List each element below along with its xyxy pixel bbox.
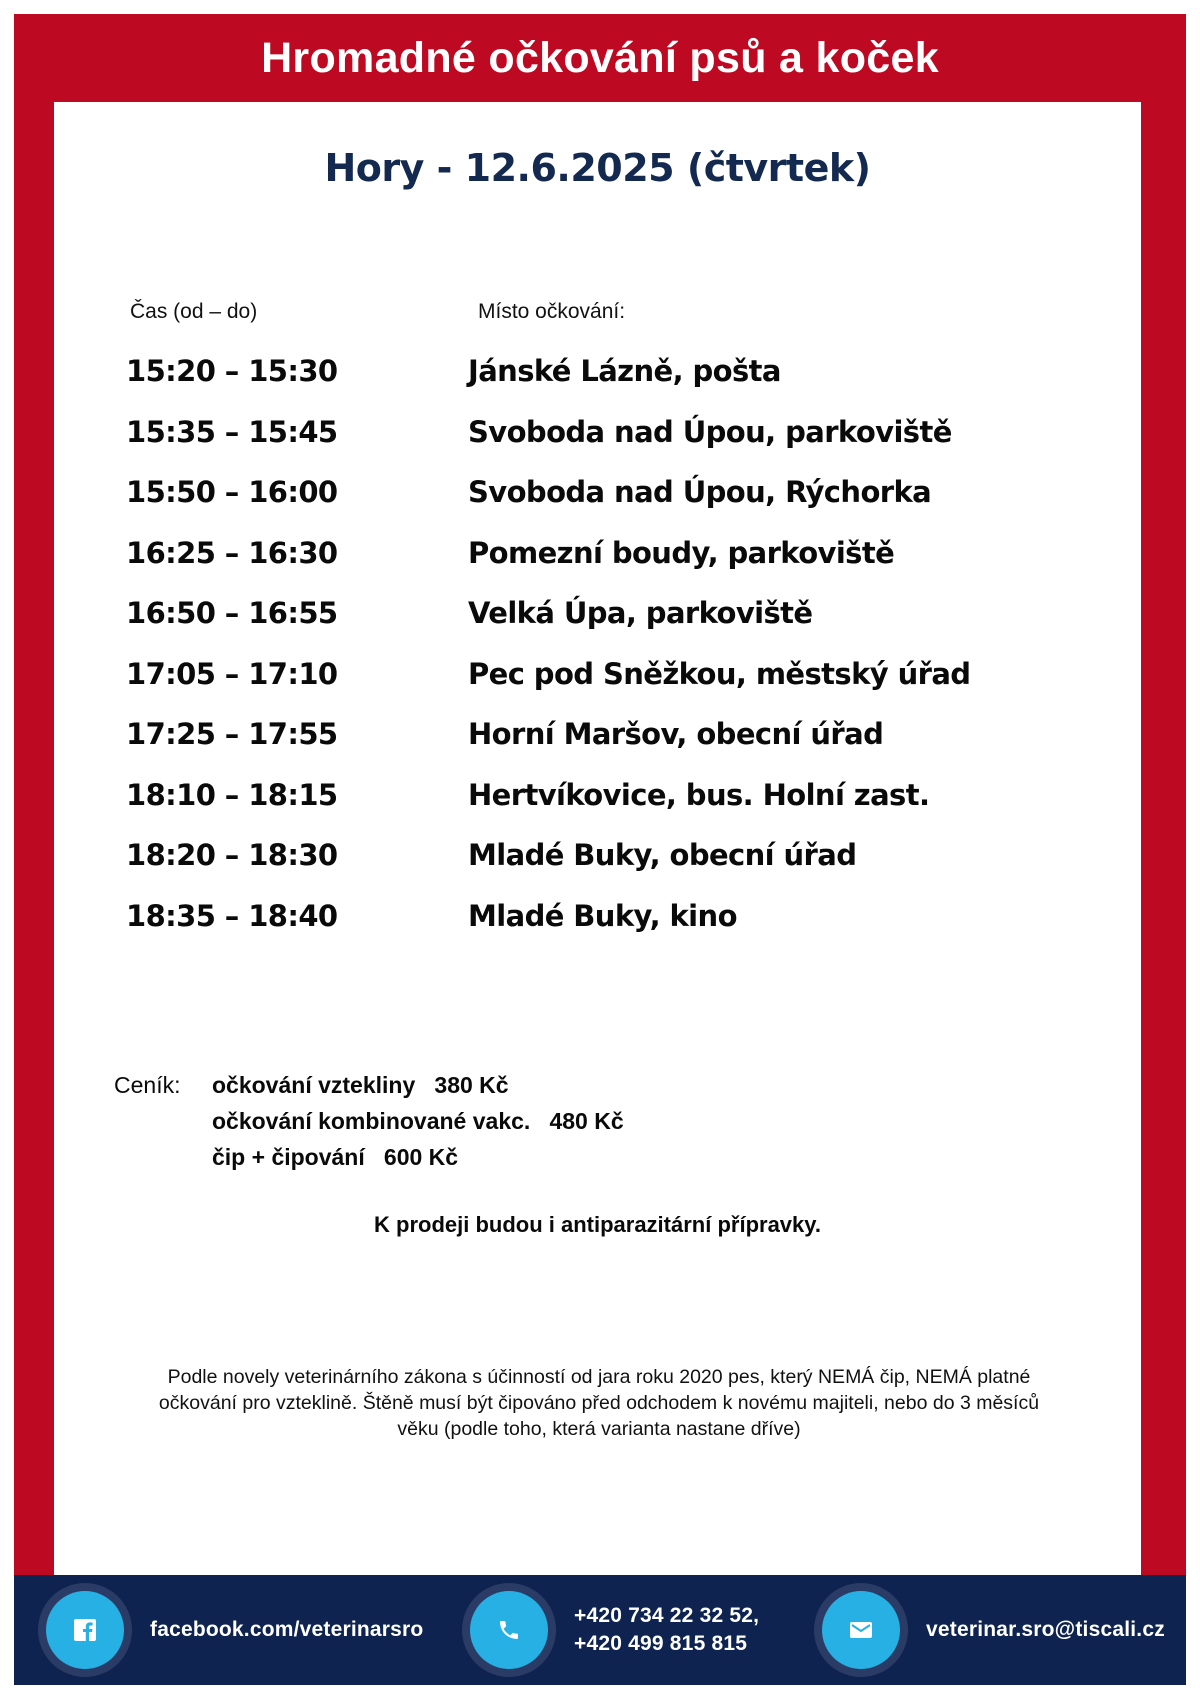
schedule-row xyxy=(54,772,1141,833)
schedule-time: 15:20 – 15:30 xyxy=(126,354,338,388)
schedule-time: 15:50 – 16:00 xyxy=(126,475,338,509)
law-note-line: Podle novely veterinárního zákona s účinností od jara roku 2020 pes, který NEMÁ čip, NEMÁ platné xyxy=(167,1366,1031,1388)
antiparasitic-note: K prodeji budou i antiparazitární přípravky. xyxy=(374,1212,821,1237)
contact-footer xyxy=(14,1575,1186,1685)
schedule-row xyxy=(54,893,1141,954)
schedule-place: Mladé Buky, obecní úřad xyxy=(468,838,857,872)
schedule-row xyxy=(54,832,1141,893)
schedule-place: Hertvíkovice, bus. Holní zast. xyxy=(468,777,930,812)
schedule-place: Pec pod Sněžkou, městský úřad xyxy=(468,656,971,691)
facebook-link[interactable]: facebook.com/veterinarsro xyxy=(150,1618,424,1641)
poster-frame xyxy=(14,14,1186,1576)
mail-icon-ring xyxy=(814,1583,908,1677)
schedule-row xyxy=(54,348,1141,409)
schedule-time: 18:10 – 18:15 xyxy=(126,777,338,812)
schedule-place: Svoboda nad Úpou, Rýchorka xyxy=(468,475,932,509)
schedule-time: 17:25 – 17:55 xyxy=(126,717,338,751)
schedule-place: Jánské Lázně, pošta xyxy=(468,354,781,388)
schedule-time: 18:20 – 18:30 xyxy=(126,838,338,872)
schedule-row xyxy=(54,651,1141,712)
schedule-place: Horní Maršov, obecní úřad xyxy=(468,717,884,751)
facebook-icon-ring xyxy=(38,1583,132,1677)
content-panel xyxy=(54,102,1141,1576)
schedule-time: 18:35 – 18:40 xyxy=(126,898,338,933)
place-column-header: Místo očkování: xyxy=(478,300,626,323)
schedule-row xyxy=(54,409,1141,470)
phone-contact[interactable] xyxy=(462,1575,759,1685)
phone-number-2[interactable]: +420 499 815 815 xyxy=(574,1632,748,1655)
facebook-contact[interactable] xyxy=(38,1575,423,1685)
mail-icon xyxy=(822,1591,900,1669)
schedule-time: 17:05 – 17:10 xyxy=(126,656,338,691)
schedule-row xyxy=(54,711,1141,772)
phone-icon-ring xyxy=(462,1583,556,1677)
schedule-time: 15:35 – 15:45 xyxy=(126,414,338,449)
phone-icon xyxy=(470,1591,548,1669)
schedule-row xyxy=(54,590,1141,651)
email-link[interactable]: veterinar.sro@tiscali.cz xyxy=(926,1618,1165,1641)
schedule-place: Velká Úpa, parkoviště xyxy=(468,596,813,630)
schedule-place: Mladé Buky, kino xyxy=(468,898,737,933)
phone-number-1[interactable]: +420 734 22 32 52, xyxy=(574,1604,760,1627)
schedule-place: Svoboda nad Úpou, parkoviště xyxy=(468,414,952,449)
price-item-chip: čip + čipování 600 Kč xyxy=(212,1144,459,1170)
schedule-time: 16:25 – 16:30 xyxy=(126,535,338,570)
email-contact[interactable] xyxy=(814,1575,1165,1685)
event-subtitle: Hory - 12.6.2025 (čtvrtek) xyxy=(324,146,871,190)
schedule-time: 16:50 – 16:55 xyxy=(126,596,338,630)
schedule-row xyxy=(54,469,1141,530)
price-item-combined: očkování kombinované vakc. 480 Kč xyxy=(212,1108,624,1134)
law-note-line: věku (podle toho, která varianta nastane dříve) xyxy=(397,1418,801,1440)
schedule-row xyxy=(54,530,1141,591)
poster-title: Hromadné očkování psů a koček xyxy=(261,33,939,82)
schedule-list xyxy=(54,348,1141,953)
schedule-place: Pomezní boudy, parkoviště xyxy=(468,535,895,570)
price-item-rabies: očkování vztekliny 380 Kč xyxy=(212,1072,509,1098)
law-note-line: očkování pro vzteklině. Štěně musí být čipováno před odchodem k novému majiteli, nebo do 3 měsíců xyxy=(158,1392,1040,1414)
law-note xyxy=(84,1364,1114,1442)
phone-numbers[interactable] xyxy=(574,1602,759,1658)
facebook-icon xyxy=(46,1591,124,1669)
time-column-header: Čas (od – do) xyxy=(130,300,258,323)
price-list-label: Ceník: xyxy=(114,1072,181,1098)
